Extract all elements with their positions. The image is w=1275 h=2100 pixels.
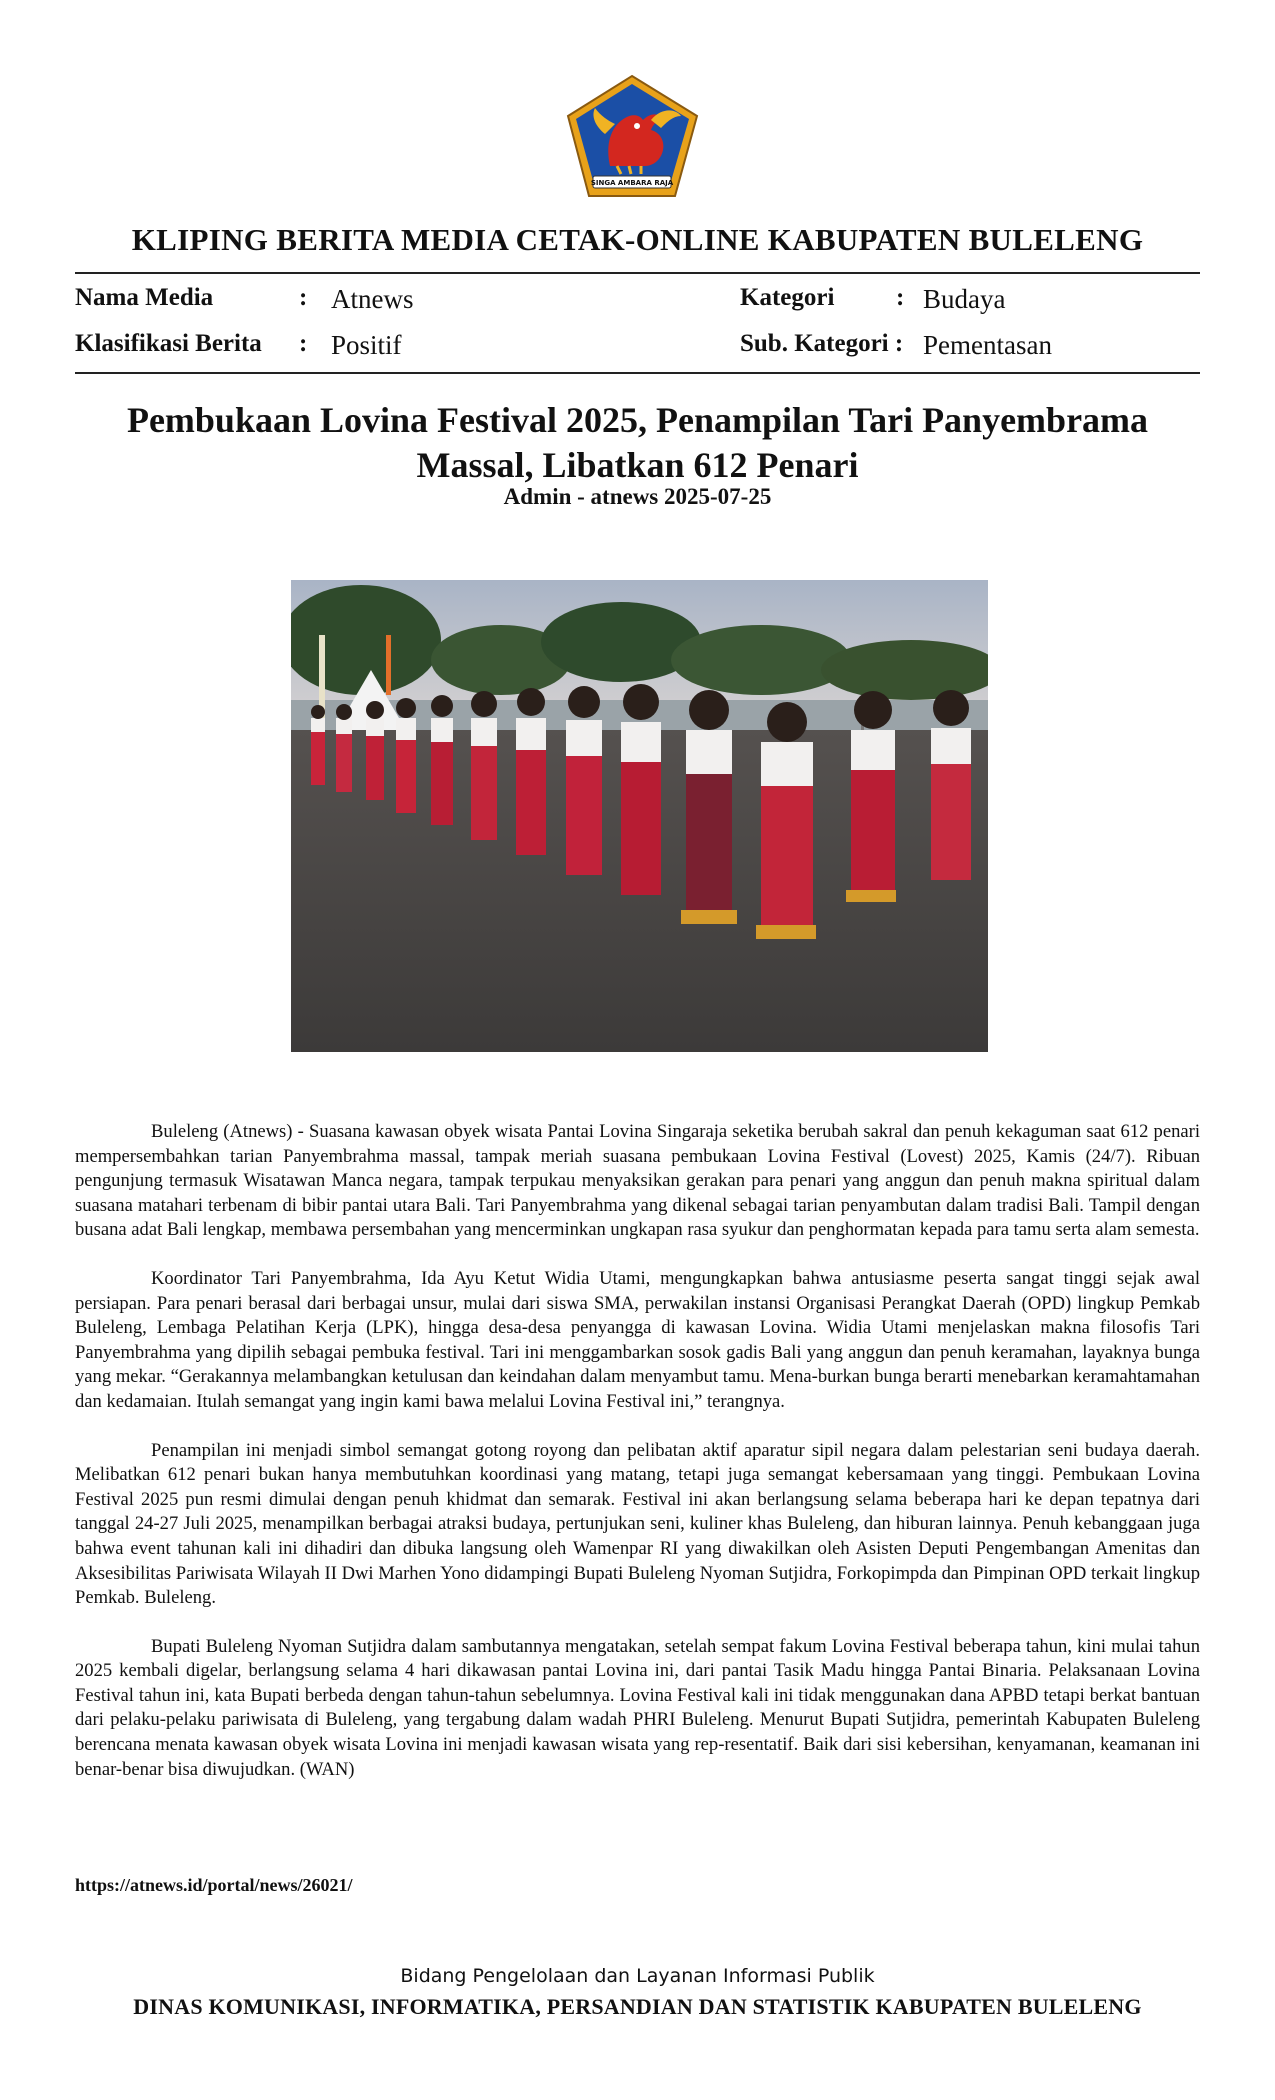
klasifikasi-colon: : bbox=[299, 330, 308, 357]
article-paragraph-2: Koordinator Tari Panyembrahma, Ida Ayu Ketut Widia Utami, mengungkapkan bahwa antusiasme peserta sangat tinggi sejak awal persiapan. Para penari berasal dari berbagai unsur, mulai dari siswa SMA, perwakilan instansi Organisasi Perangkat Daerah (OPD) lingkup Pemkab Buleleng, Lembaga Pelatihan Kerja (LPK), hingga desa-desa penyangga di kawasan Lovina. Widia Utami menjelaskan makna filosofis Tari Panyembrahma yang dipilih sebagai pembuka festival. Tari ini menggambarkan sosok gadis Bali yang anggun dan penuh keramahan, layaknya bunga yang mekar. “Gerakannya melambangkan ketulusan dan keindahan dalam menyambut tamu. Mena-burkan bunga berarti menebarkan keramahtamahan dan kedamaian. Itulah semangat yang ingin kami bawa melalui Lovina Festival ini,” terangnya. bbox=[75, 1267, 1200, 1412]
dancers-photo bbox=[291, 580, 988, 1052]
subkategori-label: Sub. Kategori : bbox=[740, 330, 904, 357]
kategori-value: Budaya bbox=[923, 284, 1006, 314]
klasifikasi-label: Klasifikasi Berita bbox=[75, 330, 262, 357]
footer-department: DINAS KOMUNIKASI, INFORMATIKA, PERSANDIAN DAN STATISTIK KABUPATEN BULELENG bbox=[133, 1994, 1142, 2019]
headline-line-2: Massal, Libatkan 612 Penari bbox=[416, 445, 859, 485]
kategori-label: Kategori bbox=[740, 284, 835, 311]
headline-line-1: Pembukaan Lovina Festival 2025, Penampilan Tari Panyembrama bbox=[126, 400, 1149, 440]
article-headline bbox=[75, 398, 1200, 488]
article-byline: Admin - atnews 2025-07-25 bbox=[503, 484, 772, 509]
subkategori-value: Pementasan bbox=[923, 330, 1052, 360]
media-colon: : bbox=[299, 284, 308, 311]
source-url: https://atnews.id/portal/news/26021/ bbox=[75, 1875, 353, 1895]
klasifikasi-value: Positif bbox=[331, 330, 402, 360]
media-value: Atnews bbox=[331, 284, 414, 314]
article-paragraph-3: Penampilan ini menjadi simbol semangat gotong royong dan pelibatan aktif aparatur sipil negara dalam pelestarian seni budaya daerah. Melibatkan 612 penari bukan hanya membutuhkan koordinasi yang matang, tetapi juga semangat kebersamaan yang tinggi. Pembukaan Lovina Festival 2025 pun resmi dimulai dengan penuh khidmat dan semarak. Festival ini akan berlangsung selama beberapa hari ke depan tepatnya dari tanggal 24-27 Juli 2025, menampilkan berbagai atraksi budaya, pertunjukan seni, kuliner khas Buleleng, dan hiburan lainnya. Penuh kebanggaan juga bahwa event tahunan kali ini dihadiri dan dibuka langsung oleh Wamenpar RI yang diwakilkan oleh Asisten Deputi Pengembangan Amenitas dan Aksesibilitas Pariwisata Wilayah II Dwi Marhen Yono didampingi Bupati Buleleng Nyoman Sutjidra, Forkopimpda dan Pimpinan OPD terkait lingkup Pemkab. Buleleng. bbox=[75, 1439, 1200, 1609]
article-paragraph-4: Bupati Buleleng Nyoman Sutjidra dalam sambutannya mengatakan, setelah sempat fakum Lovina Festival beberapa tahun, kini mulai tahun 2025 kembali digelar, berlangsung selama 4 hari dikawasan pantai Lovina ini, dari pantai Tasik Madu hingga Pantai Binaria. Pelaksanaan Lovina Festival tahun ini, kata Bupati berbeda dengan tahun-tahun sebelumnya. Lovina Festival kali ini tidak menggunakan dana APBD tetapi berkat bantuan dari pelaku-pelaku pariwisata di Buleleng, yang tergabung dalam wadah PHRI Buleleng. Menurut Bupati Sutjidra, pemerintah Kabupaten Buleleng berencana menata kawasan obyek wisata Lovina ini menjadi kawasan wisata yang rep-resentatif. Baik dari sisi kebersihan, kenyamanan, keamanan ini benar-benar bisa diwujudkan. (WAN) bbox=[75, 1635, 1200, 1780]
article-body bbox=[75, 1120, 1200, 1806]
article-paragraph-1: Buleleng (Atnews) - Suasana kawasan obyek wisata Pantai Lovina Singaraja seketika berubah sakral dan penuh kekaguman saat 612 penari mempersembahkan tarian Panyembrahma massal, tampak meriah suasana pembukaan Lovina Festival (Lovest) 2025, Kamis (24/7). Ribuan pengunjung termasuk Wisatawan Manca negara, tampak terpukau menyaksikan gerakan para penari yang anggun dan penuh makna spiritual dalam suasana matahari terbenam di bibir pantai utara Bali. Tari Panyembrahma yang dikenal sebagai tarian penyambutan dalam tradisi Bali. Tampil dengan busana adat Bali lengkap, membawa persembahan yang mencerminkan ungkapan rasa syukur dan penghormatan kepada para tamu serta alam semesta. bbox=[75, 1121, 1200, 1241]
buleleng-crest-icon bbox=[565, 74, 700, 200]
document-title: KLIPING BERITA MEDIA CETAK-ONLINE KABUPATEN BULELENG bbox=[131, 222, 1144, 257]
media-label: Nama Media bbox=[75, 284, 214, 311]
divider-top bbox=[75, 272, 1200, 274]
divider-bottom bbox=[75, 372, 1200, 374]
kategori-colon: : bbox=[896, 284, 905, 311]
footer-unit: Bidang Pengelolaan dan Layanan Informasi Publik bbox=[400, 1965, 875, 1987]
svg-text:SINGA AMBARA RAJA: SINGA AMBARA RAJA bbox=[590, 179, 674, 187]
